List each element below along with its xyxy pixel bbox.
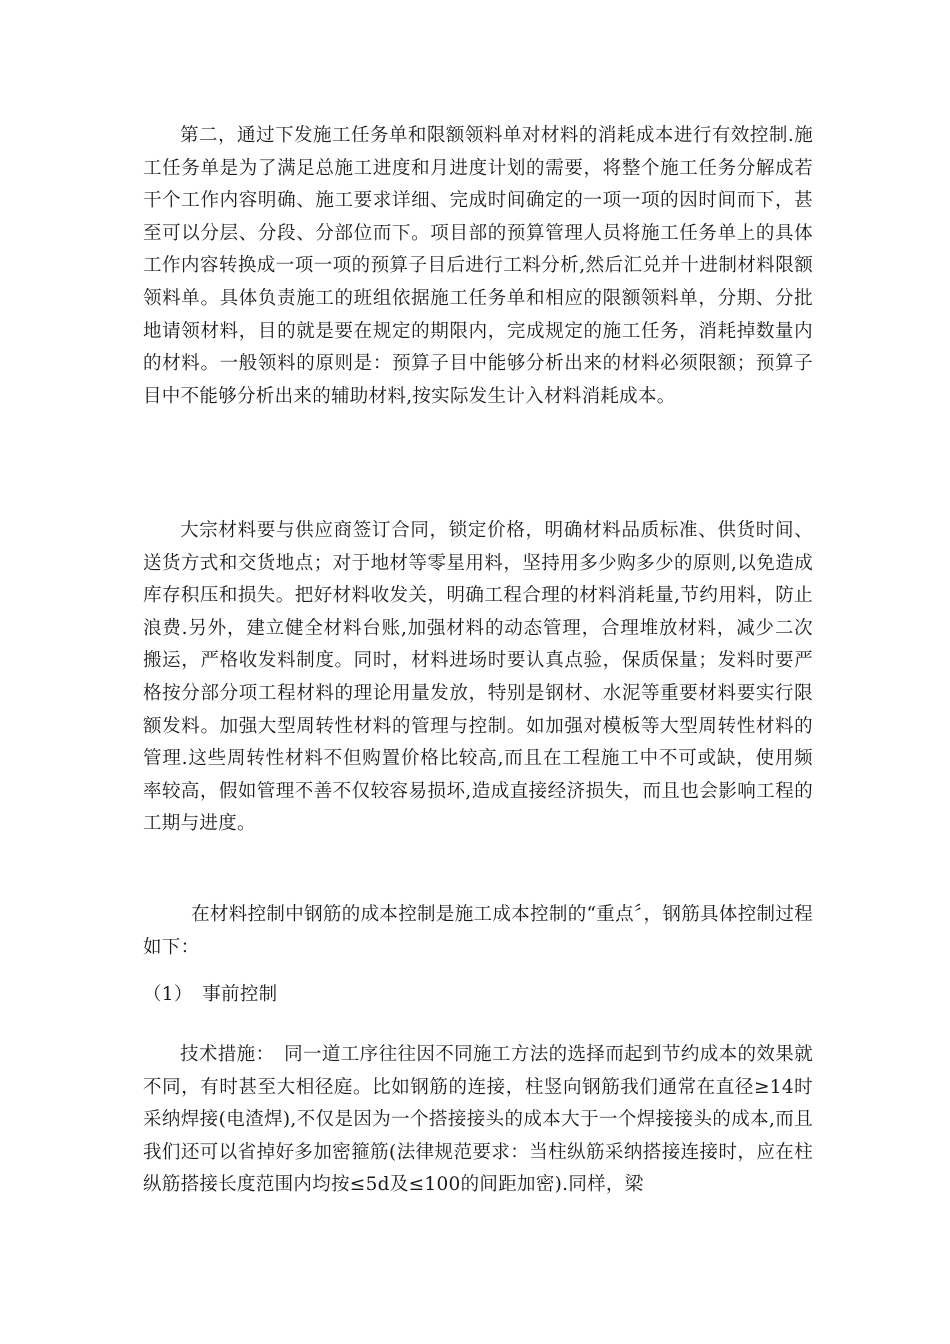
section-heading-pre-control: （1） 事前控制: [143, 984, 278, 1005]
paragraph-technical-measures: 技术措施： 同一道工序往往因不同施工方法的选择而起到节约成本的效果就不同，有时甚至大相径庭。比如钢筋的连接，柱竖向钢筋我们通常在直径≥14时采纳焊接(电渣焊),不仅是因为一个搭接接头的成本大于一个焊接接头的成本,而且我们还可以省掉好多加密箍筋(法律规范要求：当柱纵筋采纳搭接连接时，应在柱纵筋搭接长度范围内均按≤5d及≤100的间距加密).同样，梁: [143, 1044, 813, 1196]
paragraph-rebar-cost-control: 在材料控制中钢筋的成本控制是施工成本控制的“重点〞，钢筋具体控制过程如下：: [143, 904, 813, 958]
paragraph-bulk-material-management: 大宗材料要与供应商签订合同，锁定价格，明确材料品质标准、供货时间、送货方式和交货地点；对于地材等零星用料，坚持用多少购多少的原则,以免造成库存积压和损失。把好材料收发关，明确工程合理的材料消耗量,节约用料，防止浪费.另外，建立健全材料台账,加强材料的动态管理，合理堆放材料，减少二次搬运，严格收发料制度。同时，材料进场时要认真点验，保质保量；发料时要严格按分部分项工程材料的理论用量发放，特别是钢材、水泥等重要材料要实行限额发料。加强大型周转性材料的管理与控制。如加强对模板等大型周转性材料的管理.这些周转性材料不但购置价格比较高,而且在工程施工中不可或缺，使用频率较高，假如管理不善不仅较容易损坏,造成直接经济损失，而且也会影响工程的工期与进度。: [143, 520, 813, 835]
paragraph-material-task-orders: 第二，通过下发施工任务单和限额领料单对材料的消耗成本进行有效控制.施工任务单是为了满足总施工进度和月进度计划的需要，将整个施工任务分解成若干个工作内容明确、施工要求详细、完成时间确定的一项一项的因时间而下，甚至可以分层、分段、分部位而下。项目部的预算管理人员将施工任务单上的具体工作内容转换成一项一项的预算子目后进行工料分析,然后汇兑并十进制材料限额领料单。具体负责施工的班组依据施工任务单和相应的限额领料单，分期、分批地请领材料，目的就是要在规定的期限内，完成规定的施工任务，消耗掉数量内的材料。一般领料的原则是：预算子目中能够分析出来的材料必须限额；预算子目中不能够分析出来的辅助材料,按实际发生计入材料消耗成本。: [143, 125, 813, 407]
